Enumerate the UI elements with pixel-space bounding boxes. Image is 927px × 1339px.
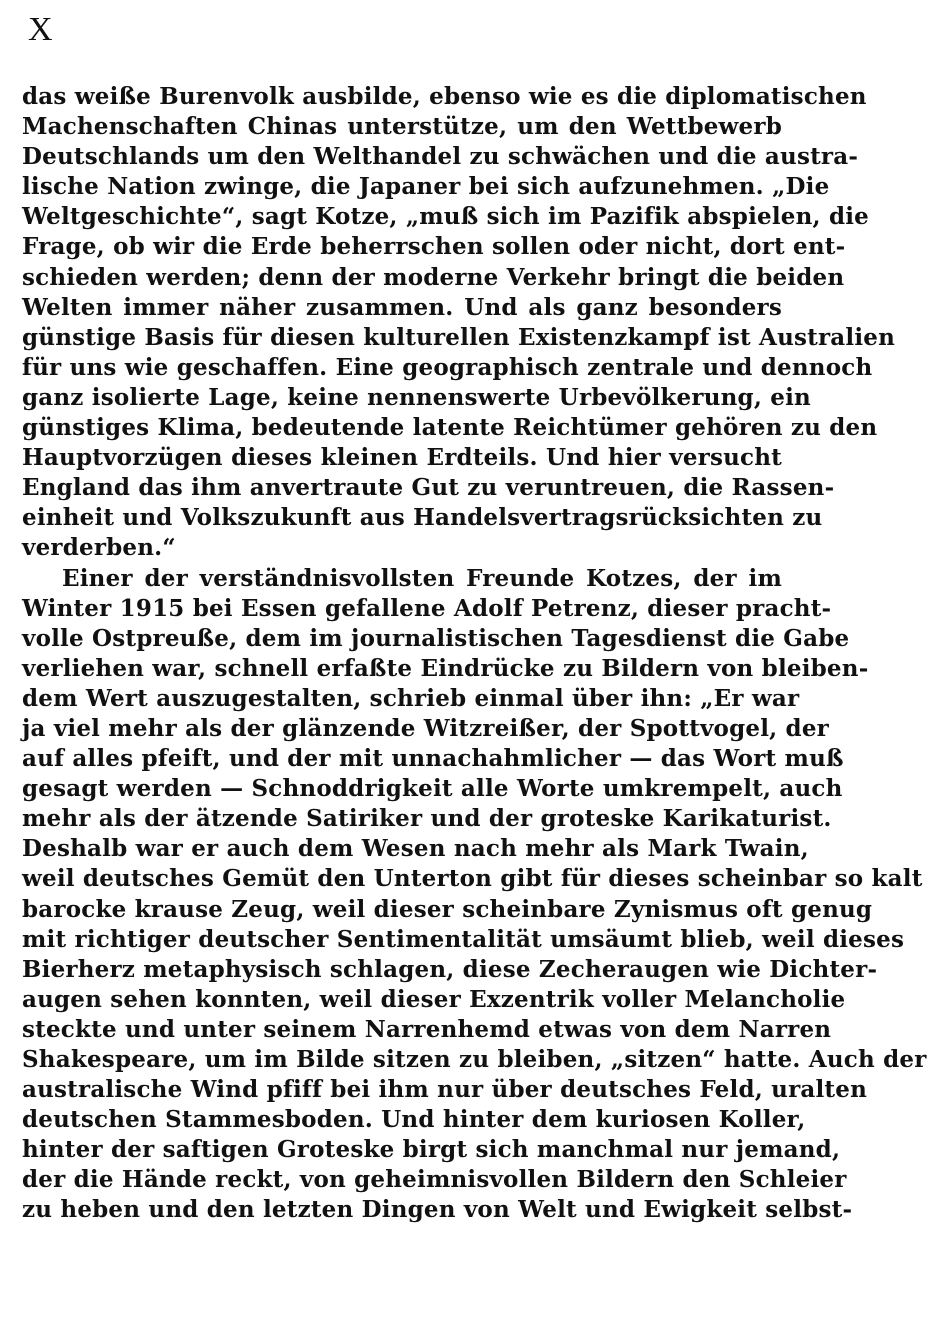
text-line: Winter 1915 bei Essen gefallene Adolf Petrenz, dieser pracht- [22,594,832,622]
text-line: weil deutsches Gemüt den Unterton gibt für dieses scheinbar so kalt [22,865,923,893]
text-line: Bierherz metaphysisch schlagen, diese Zecheraugen wie Dichter- [22,955,878,983]
text-line: Deshalb war er auch dem Wesen nach mehr als Mark Twain, [22,835,809,863]
text-line: verliehen war, schnell erfaßte Eindrücke zu Bildern von bleiben- [22,654,869,682]
text-line: auf alles pfeift, und der mit unnachahmlicher — das Wort muß [22,745,844,773]
text-line: günstiges Klima, bedeutende latente Reichtümer gehören zu den [22,414,878,442]
text-line: australische Wind pfiff bei ihm nur über deutsches Feld, uralten [22,1076,868,1104]
text-line: mehr als der ätzende Satiriker und der groteske Karikaturist. [22,805,832,833]
paragraph-start-line: Einer der verständnisvollsten Freunde Kotzes, der im [62,564,782,592]
text-line: dem Wert auszugestalten, schrieb einmal über ihn: „Er war [22,684,800,712]
text-line: ganz isolierte Lage, keine nennenswerte Urbevölkerung, ein [22,383,811,411]
text-line: für uns wie geschaffen. Eine geographisch zentrale und dennoch [22,353,873,381]
text-line: Shakespeare, um im Bilde sitzen zu bleiben, „sitzen“ hatte. Auch der [22,1046,927,1073]
text-line: Weltgeschichte“, sagt Kotze, „muß sich im Pazifik abspielen, die [22,203,869,231]
text-line: günstige Basis für diesen kulturellen Existenzkampf ist Australien [22,323,896,351]
text-line: Machenschaften Chinas unterstütze, um den Wettbewerb [22,113,782,141]
text-line: Welten immer näher zusammen. Und als ganz besonders [22,293,782,321]
paragraph-end-line: verderben.“ [22,534,176,562]
text-line: augen sehen konnten, weil dieser Exzentrik voller Melancholie [22,985,846,1013]
text-line: Deutschlands um den Welthandel zu schwächen und die austra- [22,143,859,171]
text-line: volle Ostpreuße, dem im journalistischen Tagesdienst die Gabe [22,624,850,652]
page-number: X [28,11,54,48]
text-line: Hauptvorzügen dieses kleinen Erdteils. Und hier versucht [22,444,782,472]
text-line: der die Hände reckt, von geheimnisvollen Bildern den Schleier [22,1166,847,1194]
body-text [22,82,927,1226]
text-line: zu heben und den letzten Dingen von Welt und Ewigkeit selbst- [22,1196,853,1224]
text-line: deutschen Stammesboden. Und hinter dem kuriosen Koller, [22,1106,806,1134]
text-line: England das ihm anvertraute Gut zu veruntreuen, die Rassen- [22,474,835,502]
text-line: einheit und Volkszukunft aus Handelsvertragsrücksichten zu [22,504,823,532]
text-line: barocke krause Zeug, weil dieser scheinbare Zynismus oft genug [22,895,873,923]
text-line: steckte und unter seinem Narrenhemd etwas von dem Narren [22,1015,832,1043]
text-line: schieden werden; denn der moderne Verkehr bringt die beiden [22,263,845,291]
text-line: gesagt werden — Schnoddrigkeit alle Worte umkrempelt, auch [22,775,843,803]
text-line: Frage, ob wir die Erde beherrschen sollen oder nicht, dort ent- [22,233,846,261]
text-line: das weiße Burenvolk ausbilde, ebenso wie es die diplomatischen [22,83,867,110]
text-line: lische Nation zwinge, die Japaner bei sich aufzunehmen. „Die [22,173,830,201]
text-line: hinter der saftigen Groteske birgt sich manchmal nur jemand, [22,1136,841,1164]
text-line: ja viel mehr als der glänzende Witzreißer, der Spottvogel, der [22,714,829,742]
text-line: mit richtiger deutscher Sentimentalität umsäumt blieb, weil dieses [22,925,905,953]
